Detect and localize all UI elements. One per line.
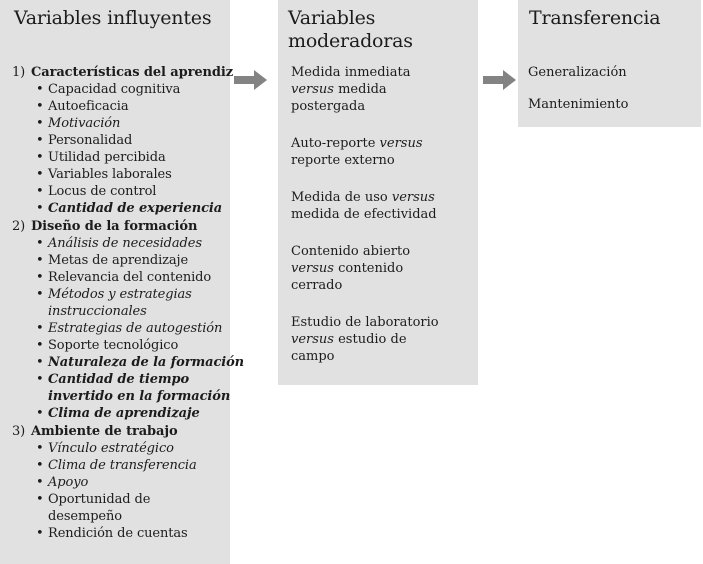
transfer-item: Mantenimiento <box>528 97 629 112</box>
list-item <box>12 491 228 525</box>
list-item <box>12 286 228 320</box>
list-item-text: Relevancia del contenido <box>48 270 212 285</box>
list-item <box>12 183 228 200</box>
moderator-line <box>291 314 471 331</box>
moderating-title-line2: moderadoras <box>288 30 413 52</box>
section-title-text: Diseño de la formación <box>31 219 198 234</box>
moderator-line <box>291 243 471 260</box>
list-item <box>12 115 228 132</box>
moderator-text: Medida inmediata <box>291 65 411 80</box>
list-item-text: Metas de aprendizaje <box>48 253 189 268</box>
list-item-text: Soporte tecnológico <box>48 338 179 353</box>
list-item-text: Vínculo estratégico <box>48 441 174 456</box>
moderator-line <box>291 98 471 115</box>
bullet-icon: • <box>36 133 44 148</box>
list-item <box>12 371 231 405</box>
bullet-icon: • <box>36 287 44 302</box>
versus-word: versus <box>391 190 435 205</box>
bullet-icon: • <box>36 150 44 165</box>
moderator-line <box>291 206 471 223</box>
section-title-text: Ambiente de trabajo <box>31 424 178 439</box>
list-item-text-continued: instruccionales <box>48 304 147 319</box>
bullet-icon: • <box>36 338 44 353</box>
moderating-variables-title <box>288 7 468 53</box>
list-item-text: Motivación <box>48 116 121 131</box>
list-item <box>12 320 228 337</box>
list-item-text: Análisis de necesidades <box>48 236 202 251</box>
moderator-item <box>291 135 471 169</box>
moderator-line <box>291 135 471 152</box>
bullet-icon: • <box>36 236 44 251</box>
moderator-text: contenido <box>333 261 404 276</box>
bullet-icon: • <box>36 406 44 421</box>
moderator-item <box>291 314 471 365</box>
moderator-line <box>291 348 471 365</box>
bullet-icon: • <box>36 475 44 490</box>
list-item <box>12 269 228 286</box>
versus-word: versus <box>291 332 334 347</box>
bullet-icon: • <box>36 441 44 456</box>
moderator-text: medida de efectividad <box>291 207 437 222</box>
bullet-icon: • <box>36 458 44 473</box>
list-item-text: Cantidad de experiencia <box>48 201 223 216</box>
moderator-line <box>291 64 471 81</box>
section-number: 3) <box>12 424 26 439</box>
moderator-line <box>291 189 471 206</box>
list-item-text: Cantidad de tiempo <box>48 372 190 387</box>
list-item-text: Clima de transferencia <box>48 458 197 473</box>
moderator-line <box>291 277 471 294</box>
moderator-text: Estudio de laboratorio <box>291 315 439 330</box>
moderator-text: cerrado <box>291 278 343 293</box>
bullet-icon: • <box>36 492 44 507</box>
list-item <box>12 98 228 115</box>
list-item-text: Rendición de cuentas <box>48 526 188 541</box>
section-1 <box>12 64 233 217</box>
list-item <box>12 235 228 252</box>
influential-variables-title: Variables influyentes <box>14 7 212 29</box>
list-item <box>12 166 228 183</box>
moderator-text: reporte externo <box>291 153 395 168</box>
moderator-text: Medida de uso <box>291 190 392 205</box>
bullet-icon: • <box>36 116 44 131</box>
moderator-item <box>291 64 471 115</box>
list-item-text: Utilidad percibida <box>48 150 166 165</box>
bullet-icon: • <box>36 201 44 216</box>
arrow-right-icon <box>234 70 268 90</box>
section-number: 2) <box>12 219 26 234</box>
moderator-text: postergada <box>291 99 366 114</box>
section-title <box>12 218 228 235</box>
section-title <box>12 423 228 440</box>
section-title-text: Características del aprendiz <box>31 65 233 80</box>
transfer-title: Transferencia <box>529 7 661 29</box>
moderator-item <box>291 243 471 294</box>
moderating-variables-list <box>291 64 471 385</box>
list-item <box>12 252 228 269</box>
list-item-text: Autoeficacia <box>48 99 129 114</box>
list-item-text: Oportunidad de <box>48 492 151 507</box>
moderator-line <box>291 260 471 277</box>
transfer-list <box>528 64 628 128</box>
moderator-text: Contenido abierto <box>291 244 411 259</box>
versus-word: versus <box>379 136 423 151</box>
list-item <box>12 457 228 474</box>
list-item <box>12 81 228 98</box>
moderator-text: medida <box>333 82 387 97</box>
section-items <box>12 235 245 422</box>
section-2 <box>12 218 245 422</box>
bullet-icon: • <box>36 526 44 541</box>
list-item-text-continued: desempeño <box>48 509 123 524</box>
bullet-icon: • <box>36 167 44 182</box>
section-number: 1) <box>12 65 26 80</box>
transfer-item: Generalización <box>528 65 627 80</box>
moderator-text: estudio de <box>333 332 407 347</box>
moderator-text: Auto-reporte <box>291 136 380 151</box>
bullet-icon: • <box>36 253 44 268</box>
bullet-icon: • <box>36 99 44 114</box>
transfer-panel <box>518 0 701 127</box>
moderator-line <box>291 331 471 348</box>
section-3 <box>12 423 228 542</box>
bullet-icon: • <box>36 355 44 370</box>
arrow-right-icon <box>483 70 517 90</box>
bullet-icon: • <box>36 321 44 336</box>
list-item <box>12 354 245 371</box>
section-items <box>12 440 228 542</box>
bullet-icon: • <box>36 372 44 387</box>
moderating-variables-panel <box>278 0 478 385</box>
moderator-text: campo <box>291 349 335 364</box>
section-title <box>12 64 233 81</box>
moderator-line <box>291 152 471 169</box>
list-item <box>12 440 228 457</box>
moderator-line <box>291 81 471 98</box>
list-item-text: Locus de control <box>48 184 157 199</box>
moderating-title-line1: Variables <box>288 7 376 29</box>
list-item-text: Variables laborales <box>48 167 172 182</box>
bullet-icon: • <box>36 270 44 285</box>
list-item <box>12 337 228 354</box>
influential-variables-panel <box>0 0 245 564</box>
list-item <box>12 132 228 149</box>
list-item-text: Métodos y estrategias <box>48 287 192 302</box>
influential-sections-list <box>12 64 245 543</box>
bullet-icon: • <box>36 184 44 199</box>
section-items <box>12 81 228 217</box>
versus-word: versus <box>291 261 334 276</box>
list-item <box>12 525 228 542</box>
list-item-text: Capacidad cognitiva <box>48 82 181 97</box>
list-item <box>12 474 228 491</box>
bullet-icon: • <box>36 82 44 97</box>
list-item <box>12 405 228 422</box>
list-item-text: Personalidad <box>48 133 133 148</box>
list-item <box>12 149 228 166</box>
list-item-text: Clima de aprendizaje <box>48 406 200 421</box>
moderator-item <box>291 189 471 223</box>
list-item <box>12 200 228 217</box>
list-item-text: Estrategias de autogestión <box>48 321 223 336</box>
list-item-text: Apoyo <box>48 475 89 490</box>
versus-word: versus <box>291 82 334 97</box>
list-item-text: Naturaleza de la formación <box>48 355 245 370</box>
list-item-text-continued: invertido en la formación <box>48 389 231 404</box>
